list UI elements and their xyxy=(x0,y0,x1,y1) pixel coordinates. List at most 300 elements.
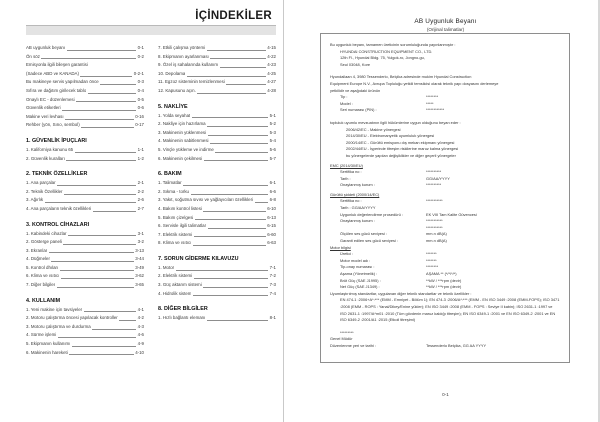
toc-entry-label: 1. Motor xyxy=(158,264,175,270)
noise-heading: Gürültü şiddeti (2000/14/EC) xyxy=(330,191,380,197)
emc-heading: EMC (2014/30/EU) xyxy=(330,162,363,168)
toc-entry-page: 5-6 xyxy=(269,146,276,152)
toc-leader-dots xyxy=(68,232,136,236)
toc-entry-page: 4-2 xyxy=(137,315,144,321)
noise-field-label: Uygunluk değerlendirme prosedürü : xyxy=(340,211,403,217)
toc-leader-dots xyxy=(92,326,136,330)
toc-entry-page: 5-1 xyxy=(269,112,276,118)
toc-leader-dots xyxy=(57,284,134,288)
toc-entry[interactable] xyxy=(158,78,276,87)
engine-field-value: **kW / ***rpm (devir) xyxy=(426,284,462,290)
toc-entry-page: 3-62 xyxy=(135,273,144,279)
authorized-rep-line: Hyundailaan 4, 3980 Tessenderlo, Belçika adresinde mukim Hyundai Construction xyxy=(330,74,472,80)
toc-container xyxy=(26,10,276,410)
toc-leader-dots xyxy=(80,73,132,77)
toc-entry[interactable] xyxy=(26,331,144,340)
toc-entry-page: 0-17 xyxy=(135,122,144,128)
toc-entry-page: 7-3 xyxy=(269,282,276,288)
noise-field-value: EK VIII Tam Kalite Güvencesi xyxy=(426,211,477,217)
toc-entry-label: 4. Makinenin sabitlenmesi xyxy=(158,138,209,144)
toc-column-left xyxy=(26,44,144,357)
toc-leader-dots xyxy=(183,182,268,186)
toc-entry[interactable] xyxy=(26,155,144,164)
declaration-title: AB Uygunluk Beyanı xyxy=(414,18,477,25)
toc-leader-dots xyxy=(195,216,266,220)
toc-leader-dots xyxy=(176,267,269,271)
emc-field xyxy=(330,169,560,176)
toc-entry-label: 2. Sıkma - torku xyxy=(158,188,189,194)
toc-entry[interactable] xyxy=(158,137,276,146)
toc-entry-page: 6-60 xyxy=(267,231,276,237)
toc-entry[interactable] xyxy=(26,44,144,53)
toc-leader-dots xyxy=(64,191,136,195)
manufacturer-line: 12th Fl., Hyundai Bldg. 75, Yulgok-ro, Jongno-gu, xyxy=(340,55,425,61)
directive-line: 2006/42/EC - Makine yönergesi xyxy=(346,126,401,132)
toc-entry-page: 3-65 xyxy=(135,282,144,288)
toc-entry-label: 4. Ana parçaların teknik özellikleri xyxy=(26,205,92,211)
toc-entry-label: 11. Egzoz sisteminin temizlenmesi xyxy=(158,79,225,85)
toc-entry-page: 2-1 xyxy=(137,180,144,186)
noise-field xyxy=(330,212,560,219)
toc-leader-dots xyxy=(193,242,266,246)
toc-leader-dots xyxy=(210,140,268,144)
toc-entry[interactable] xyxy=(26,53,144,62)
toc-leader-dots xyxy=(215,149,268,153)
toc-entry[interactable] xyxy=(158,290,276,299)
toc-entry[interactable] xyxy=(158,70,276,79)
toc-entry-page: 3-44 xyxy=(135,256,144,262)
toc-entry-page: 4-10 xyxy=(135,349,144,355)
toc-entry-label: 3. Makinenin yüklenmesi xyxy=(158,129,207,135)
declaration-body xyxy=(320,33,570,363)
toc-leader-dots xyxy=(191,191,269,195)
toc-entry-label: 7. Elektrik sistemi xyxy=(158,231,193,237)
toc-leader-dots xyxy=(204,157,268,161)
toc-entry-page: 0-16 xyxy=(135,113,144,119)
toc-entry[interactable] xyxy=(26,205,144,214)
toc-leader-dots xyxy=(208,225,266,229)
toc-entry[interactable] xyxy=(158,179,276,188)
toc-entry-label: 5. Bakım çizelgesi xyxy=(158,214,194,220)
toc-entry-label: 12. Kapusunu açın. xyxy=(158,87,196,93)
toc-entry[interactable] xyxy=(158,44,276,53)
noise-field xyxy=(330,225,560,232)
noise-field xyxy=(330,198,560,205)
toc-leader-dots xyxy=(119,317,136,321)
toc-leader-dots xyxy=(197,90,265,94)
product-field xyxy=(330,94,560,101)
toc-entry-label: 6. Makinenin çekilmesi xyxy=(158,155,203,161)
toc-entry[interactable] xyxy=(26,349,144,358)
toc-entry[interactable] xyxy=(26,264,144,273)
noise-field xyxy=(330,205,560,212)
toc-entry[interactable] xyxy=(26,87,144,96)
toc-leader-dots xyxy=(84,308,137,312)
engine-field-value: AŞAMA ** (*/*/*/*) xyxy=(426,271,457,276)
toc-entry-label: 1. Ana parçalar xyxy=(26,180,56,186)
toc-column-right xyxy=(158,44,276,357)
toc-leader-dots xyxy=(194,275,268,279)
manufacturer-block xyxy=(330,49,560,69)
toc-leader-dots xyxy=(208,132,269,136)
toc-entry-page: 7-4 xyxy=(269,290,276,296)
noise-field xyxy=(330,218,560,225)
toc-leader-dots xyxy=(207,317,268,321)
toc-entry-page: 2-2 xyxy=(137,188,144,194)
engine-field-label: Brüt Güç (SAE J1995) : xyxy=(340,277,381,283)
toc-entry[interactable] xyxy=(26,179,144,188)
toc-entry[interactable] xyxy=(26,146,144,155)
engine-field xyxy=(330,258,560,265)
toc-entry[interactable] xyxy=(158,231,276,240)
toc-entry[interactable] xyxy=(158,214,276,223)
toc-entry-label: Bu makineye servis yapılmadan önce xyxy=(26,79,99,85)
toc-entry-continuation: Emisyonla ilgili bileşen garantisi xyxy=(26,62,88,68)
toc-entry-label: 3. Güç aktarım sistemi xyxy=(158,282,202,288)
toc-entry[interactable] xyxy=(158,272,276,281)
engine-field-label: Üretici : xyxy=(340,251,354,257)
declaration-intro: Bu uygunluk beyanı, tamamen üreticinin sorumluluğunda yayınlanmıştır : xyxy=(330,42,456,47)
toc-entry-page: 4-1 xyxy=(137,306,144,312)
toc-entry-page: 5-3 xyxy=(269,129,276,135)
page-title: İÇİNDEKİLER xyxy=(195,10,272,22)
directive-line: 2014/30/EU - Elektromanyetik uyumluluk yönergesi xyxy=(346,133,435,139)
toc-section-heading: 2. TEKNİK ÖZELLİKLER xyxy=(26,171,88,178)
toc-entry-label: 5. Ekipmanın kullanımı xyxy=(26,341,71,347)
toc-entry[interactable] xyxy=(26,340,144,349)
toc-entry-label: 7. Diğer bilgiler xyxy=(26,282,56,288)
toc-leader-dots xyxy=(65,116,134,120)
toc-entry-label: 1. Hızlı bağlantı elemanı xyxy=(158,315,206,321)
toc-entry-label: 2. Güvenlik kuralları xyxy=(26,155,65,161)
place-date-value: Tessenderlo Belçika, GG AA YYYY xyxy=(426,342,487,348)
toc-entry-page: 5-2 xyxy=(269,121,276,127)
manufacturer-line: HYUNDAI CONSTRUCTION EQUIPMENT CO., LTD. xyxy=(340,48,433,54)
toc-entry-page: 6-13 xyxy=(267,214,276,220)
toc-entry-page: 7-1 xyxy=(269,264,276,270)
product-field-value: ******** xyxy=(426,94,439,100)
toc-entry[interactable] xyxy=(26,96,144,105)
noise-field-label: Tarih : GG/AA/YYYY xyxy=(340,205,376,211)
engine-field-label: Motor model adı : xyxy=(340,257,371,263)
directives-intro: topluluk uyumlu mevzuatının ilgili hükümlerine uygun olduğunu beyan eder : xyxy=(330,119,461,125)
toc-entry-page: 0-1 xyxy=(137,45,144,50)
product-field-label: Model : xyxy=(340,100,353,106)
toc-entry-page: 6-6 xyxy=(269,188,276,194)
product-field xyxy=(330,107,560,114)
product-field-label: Seri numarası (PIN) : xyxy=(340,107,377,113)
toc-entry[interactable] xyxy=(26,121,144,130)
toc-entry-label: 4. Düğmeler xyxy=(26,256,50,262)
emc-field-label: Tarih : xyxy=(340,175,351,181)
engine-fields-block xyxy=(330,251,560,291)
noise-field xyxy=(330,231,560,238)
toc-entry-page: 1-1 xyxy=(137,146,144,152)
toc-entry-page: 4-27 xyxy=(267,79,276,85)
toc-entry[interactable] xyxy=(158,281,276,290)
noise-field xyxy=(330,238,560,245)
toc-entry[interactable] xyxy=(26,188,144,197)
toc-section-heading: 3. KONTROL CİHAZLARI xyxy=(26,221,90,228)
toc-entry[interactable] xyxy=(158,222,276,231)
toc-entry-page: 0-4 xyxy=(137,87,144,93)
toc-leader-dots xyxy=(100,81,136,85)
toc-leader-dots xyxy=(193,292,268,296)
standards-text: EN 474-1 :2006+A*:*** (EMM - Emniyet - Bölüm 1); EN 474-3 :2006/A*:*** (EMM - EN ISO 3449 :2008 (EMM-FOPS); ISO 3471 :2008 (EMM - ROPS : Yanal/Dikey/Enine yükler); EN ISO 3449 :2008 (EMM - FOPS : Seviye II kabin); ISO 2631-1 :1997 ve ISO 2631-1 :1997/A*m01 :2010 (Tüm gövdenin maruz kaldığı titreşim); EN ISO 6349-1 :2001 ve EN ISO 6349-2 :2001 ve EN ISO 6349-2 :2001/A1 :2015 (Etkoil titreşimi) xyxy=(340,297,560,323)
toc-entry-label: 3. Yakıt, soğutma sıvısı ve yağlayıcıları özellikleri xyxy=(158,197,254,203)
toc-entry-page: 3-1 xyxy=(137,230,144,236)
noise-field-label xyxy=(330,225,426,232)
toc-entry[interactable] xyxy=(158,112,276,121)
place-date-row xyxy=(330,343,560,350)
toc-entry[interactable] xyxy=(26,306,144,315)
toc-entry-label: Sıfıra ve dağıtım girilecek tablo xyxy=(26,87,87,93)
toc-entry-label: AB uygunluk beyanı xyxy=(26,45,66,50)
toc-entry[interactable] xyxy=(26,281,144,290)
toc-leader-dots xyxy=(207,123,268,127)
toc-entry-page: 5-7 xyxy=(269,155,276,161)
engine-heading: Motor bilgisi xyxy=(330,244,351,250)
engine-field-value: ******* xyxy=(426,251,437,257)
engine-field-value: **kW / ***rpm (devir) xyxy=(426,277,462,283)
toc-section-heading: 5. NAKLİYE xyxy=(158,103,188,110)
toc-entry-page: 0-3 xyxy=(137,79,144,85)
noise-field-value: mm.n dB(A) xyxy=(426,238,447,244)
emc-fields-block xyxy=(330,169,560,189)
toc-entry-page: 0-2-1 xyxy=(133,70,144,76)
toc-entry-label: 5. Vinçle yükleme ve indirme xyxy=(158,146,214,152)
toc-leader-dots xyxy=(75,149,137,153)
toc-entry-label: 1. Yolda seyahat xyxy=(158,112,191,118)
engine-field xyxy=(330,284,560,291)
toc-leader-dots xyxy=(255,199,269,203)
toc-leader-dots xyxy=(187,73,266,77)
toc-section-heading: 6. BAKIM xyxy=(158,171,182,178)
toc-entry-page: 0-5 xyxy=(137,96,144,102)
toc-entry-page: 8-1 xyxy=(269,315,276,321)
engine-field-label: Net Güç (SAE J1349) : xyxy=(340,284,380,290)
signature-title: Genel Müdür xyxy=(330,336,353,342)
emc-field xyxy=(330,182,560,189)
engine-field xyxy=(330,271,560,278)
toc-entry-label: Ön söz xyxy=(26,53,40,59)
toc-entry[interactable] xyxy=(158,196,276,205)
emc-field xyxy=(330,176,560,183)
title-rule xyxy=(26,25,276,35)
toc-entry[interactable] xyxy=(158,53,276,62)
toc-entry[interactable] xyxy=(26,272,144,281)
toc-leader-dots xyxy=(194,233,266,237)
emc-field-value: ********** xyxy=(426,182,442,188)
toc-entry[interactable] xyxy=(26,238,144,247)
toc-entry-label: 4. Sürme işlemi xyxy=(26,332,57,338)
toc-entry[interactable] xyxy=(26,78,144,87)
toc-entry-page: 1-2 xyxy=(137,155,144,161)
toc-leader-dots xyxy=(58,334,136,338)
toc-leader-dots xyxy=(207,47,266,51)
toc-leader-dots xyxy=(67,47,137,51)
toc-entry-label: Onaylı EC - düzenlemesi xyxy=(26,96,75,102)
product-field-value: ***** xyxy=(426,100,434,106)
toc-entry[interactable] xyxy=(158,188,276,197)
toc-entry[interactable] xyxy=(26,247,144,256)
toc-leader-dots xyxy=(220,64,266,68)
toc-entry-label: 8. Klima ve ısıtıcı xyxy=(158,240,192,246)
toc-entry[interactable] xyxy=(158,61,276,70)
authorized-rep-line: Equipment Europe N.V., Avrupa Topluluğu yetkili temsilcisi olarak teknik yapı dosyasını derlemeye xyxy=(330,80,499,86)
noise-field-label: Garanti edilen ses gücü seviyesi : xyxy=(340,238,398,244)
toc-entry[interactable] xyxy=(26,230,144,239)
product-field xyxy=(330,101,560,108)
engine-field-value: ******** xyxy=(426,264,439,270)
toc-entry[interactable] xyxy=(158,120,276,129)
noise-field-label: Onaylanmış kurum : xyxy=(340,218,375,224)
toc-entry-page: 2-7 xyxy=(137,205,144,211)
toc-entry[interactable] xyxy=(158,146,276,155)
product-field-label: Tip : xyxy=(340,94,348,100)
emc-field-label: Sertifika no : xyxy=(340,169,362,175)
product-field-value: ************ xyxy=(426,107,445,113)
toc-entry-page: 3-2 xyxy=(137,239,144,245)
toc-entry[interactable] xyxy=(26,113,144,122)
noise-field-value: mm.n dB(A) xyxy=(426,231,447,237)
toc-entry-page: 6-1 xyxy=(269,180,276,186)
toc-entry[interactable] xyxy=(158,264,276,273)
toc-entry-label: 2. Gösterge paneli xyxy=(26,239,62,245)
toc-entry[interactable] xyxy=(158,155,276,164)
noise-field-value: *********** xyxy=(426,224,443,230)
toc-section-heading: 7. SORUN GİDERME KILAVUZU xyxy=(158,255,239,262)
engine-field-value: ******* xyxy=(426,257,437,263)
toc-entry-label: 4. Bakım kontrol listesi xyxy=(158,205,202,211)
toc-entry-label: 1. Kabindeki cihazlar xyxy=(26,230,67,236)
toc-entry-page: 4-9 xyxy=(137,341,144,347)
signature-mark: ********* xyxy=(340,329,354,335)
toc-entry-page: 4-22 xyxy=(267,53,276,59)
toc-entry-label: 2. Motoru çalıştırma öncesi yapılacak kontroller xyxy=(26,315,118,321)
toc-entry-label: 9. Özel iş sahalarında kullanım xyxy=(158,62,219,68)
page-number: 0-1 xyxy=(442,392,449,397)
toc-entry-page: 0-2 xyxy=(137,53,144,59)
toc-entry[interactable] xyxy=(26,314,144,323)
toc-entry-page: 4-3 xyxy=(137,323,144,329)
toc-entry-page: 3-13 xyxy=(135,247,144,253)
engine-field xyxy=(330,264,560,271)
toc-leader-dots xyxy=(203,208,265,212)
toc-entry-label: Güvenlik etiketleri xyxy=(26,105,61,111)
toc-section-heading: 4. KULLANIM xyxy=(26,297,61,304)
toc-leader-dots xyxy=(49,249,134,253)
toc-entry-label: 6. Servisle ilgili talimatlar xyxy=(158,223,207,229)
toc-entry[interactable] xyxy=(158,239,276,248)
toc-entry-label: 2. Elektrik sistemi xyxy=(158,273,193,279)
toc-leader-dots xyxy=(76,98,136,102)
noise-field-value: *********** xyxy=(426,198,443,204)
toc-entry-label: 2. Nakliye için hazırlama xyxy=(158,121,206,127)
toc-entry-label: 1. Kaliforniya kanunu 65 xyxy=(26,146,74,152)
toc-leader-dots xyxy=(61,275,134,279)
toc-entry-label: 3. Ekranlar xyxy=(26,247,48,253)
engine-field-label: Tip-onay numarası : xyxy=(340,264,375,270)
toc-entry[interactable] xyxy=(26,104,144,113)
toc-leader-dots xyxy=(72,343,136,347)
toc-entry-page: 6-15 xyxy=(267,223,276,229)
toc-entry[interactable] xyxy=(26,70,144,79)
toc-leader-dots xyxy=(63,241,136,245)
toc-entry-label: 3. Ağırlık xyxy=(26,197,44,203)
noise-field-label: Sertifika no : xyxy=(340,198,362,204)
toc-entry-page: 6-63 xyxy=(267,240,276,246)
left-page xyxy=(0,0,283,422)
toc-entry-page: 4-23 xyxy=(267,62,276,68)
toc-leader-dots xyxy=(88,90,136,94)
toc-leader-dots xyxy=(41,55,136,59)
engine-field xyxy=(330,251,560,258)
toc-leader-dots xyxy=(62,107,136,111)
engine-field xyxy=(330,278,560,285)
toc-entry-label: (Sadece ABD ve KANADA) xyxy=(26,70,79,76)
toc-entry[interactable] xyxy=(158,314,276,323)
toc-entry-label: 3. Motoru çalıştırma ve durdurma xyxy=(26,323,91,329)
toc-entry-page: 7-2 xyxy=(269,273,276,279)
toc-entry-label: 1. Yeni makine için tavsiyeler xyxy=(26,306,83,312)
toc-entry[interactable] xyxy=(26,196,144,205)
noise-field-label: Ölçülen ses gücü seviyesi : xyxy=(340,231,387,237)
toc-entry-label: 8. Ekipmanın ayarlanması xyxy=(158,53,209,59)
toc-entry[interactable] xyxy=(26,255,144,264)
engine-field-label: Aşama (Yönetmelik) : xyxy=(340,271,378,276)
toc-entry-page: 3-49 xyxy=(135,264,144,270)
standards-intro: Uyumlaştırılmış standartlar, uygulanan diğer teknik standartlar ve teknik özellikler : xyxy=(330,290,472,296)
toc-entry-page: 6-8 xyxy=(269,197,276,203)
toc-entry-page: 6-10 xyxy=(267,205,276,211)
toc-entry-label: 6. Klima ve ısıtıcı xyxy=(26,273,60,279)
toc-entry[interactable] xyxy=(158,205,276,214)
manufacturer-line: Seul 03048, Kore xyxy=(340,61,371,67)
toc-entry-label: 6. Makinenin hareketi xyxy=(26,349,68,355)
toc-entry-page: 4-25 xyxy=(267,70,276,76)
noise-field-value: *********** xyxy=(426,218,443,224)
toc-entry-page: 4-28 xyxy=(267,87,276,93)
emc-field-label: Onaylanmış kurum : xyxy=(340,182,375,188)
toc-leader-dots xyxy=(69,351,133,355)
toc-entry[interactable] xyxy=(26,323,144,332)
toc-leader-dots xyxy=(93,208,136,212)
directives-block xyxy=(330,127,560,160)
toc-entry-page: 0-6 xyxy=(137,105,144,111)
toc-section-heading: 8. DİĞER BİLGİLER xyxy=(158,306,208,313)
toc-columns xyxy=(26,44,276,357)
toc-section-heading: 1. GÜVENLİK İPUÇLARI xyxy=(26,137,87,144)
toc-leader-dots xyxy=(60,267,134,271)
toc-entry-label: 10. Depolama xyxy=(158,70,186,76)
directive-line: 2000/14/EC - Gürültü emisyonu dış mekan ekipmanı yönergesi xyxy=(346,139,455,145)
toc-entry[interactable] xyxy=(158,87,276,96)
toc-entry-label: 7. Etkili çalışma yöntemi xyxy=(158,45,206,50)
toc-leader-dots xyxy=(57,182,136,186)
toc-leader-dots xyxy=(45,199,137,203)
emc-field-value: GG/AA/YYYY xyxy=(426,175,450,181)
noise-fields-block xyxy=(330,198,560,244)
toc-entry[interactable] xyxy=(158,129,276,138)
toc-leader-dots xyxy=(210,55,265,59)
authorized-rep-line: yetkilidir ve aşağıdaki ürünün xyxy=(330,87,381,93)
place-date-label: Düzenlenme yeri ve tarihi : xyxy=(330,342,377,348)
toc-entry-page: 2-6 xyxy=(137,197,144,203)
right-page xyxy=(291,0,600,422)
toc-leader-dots xyxy=(51,258,133,262)
directive-line: bu yönergelerde yapılan değişiklikler ve diğer geçerli yönergeler xyxy=(346,152,456,158)
